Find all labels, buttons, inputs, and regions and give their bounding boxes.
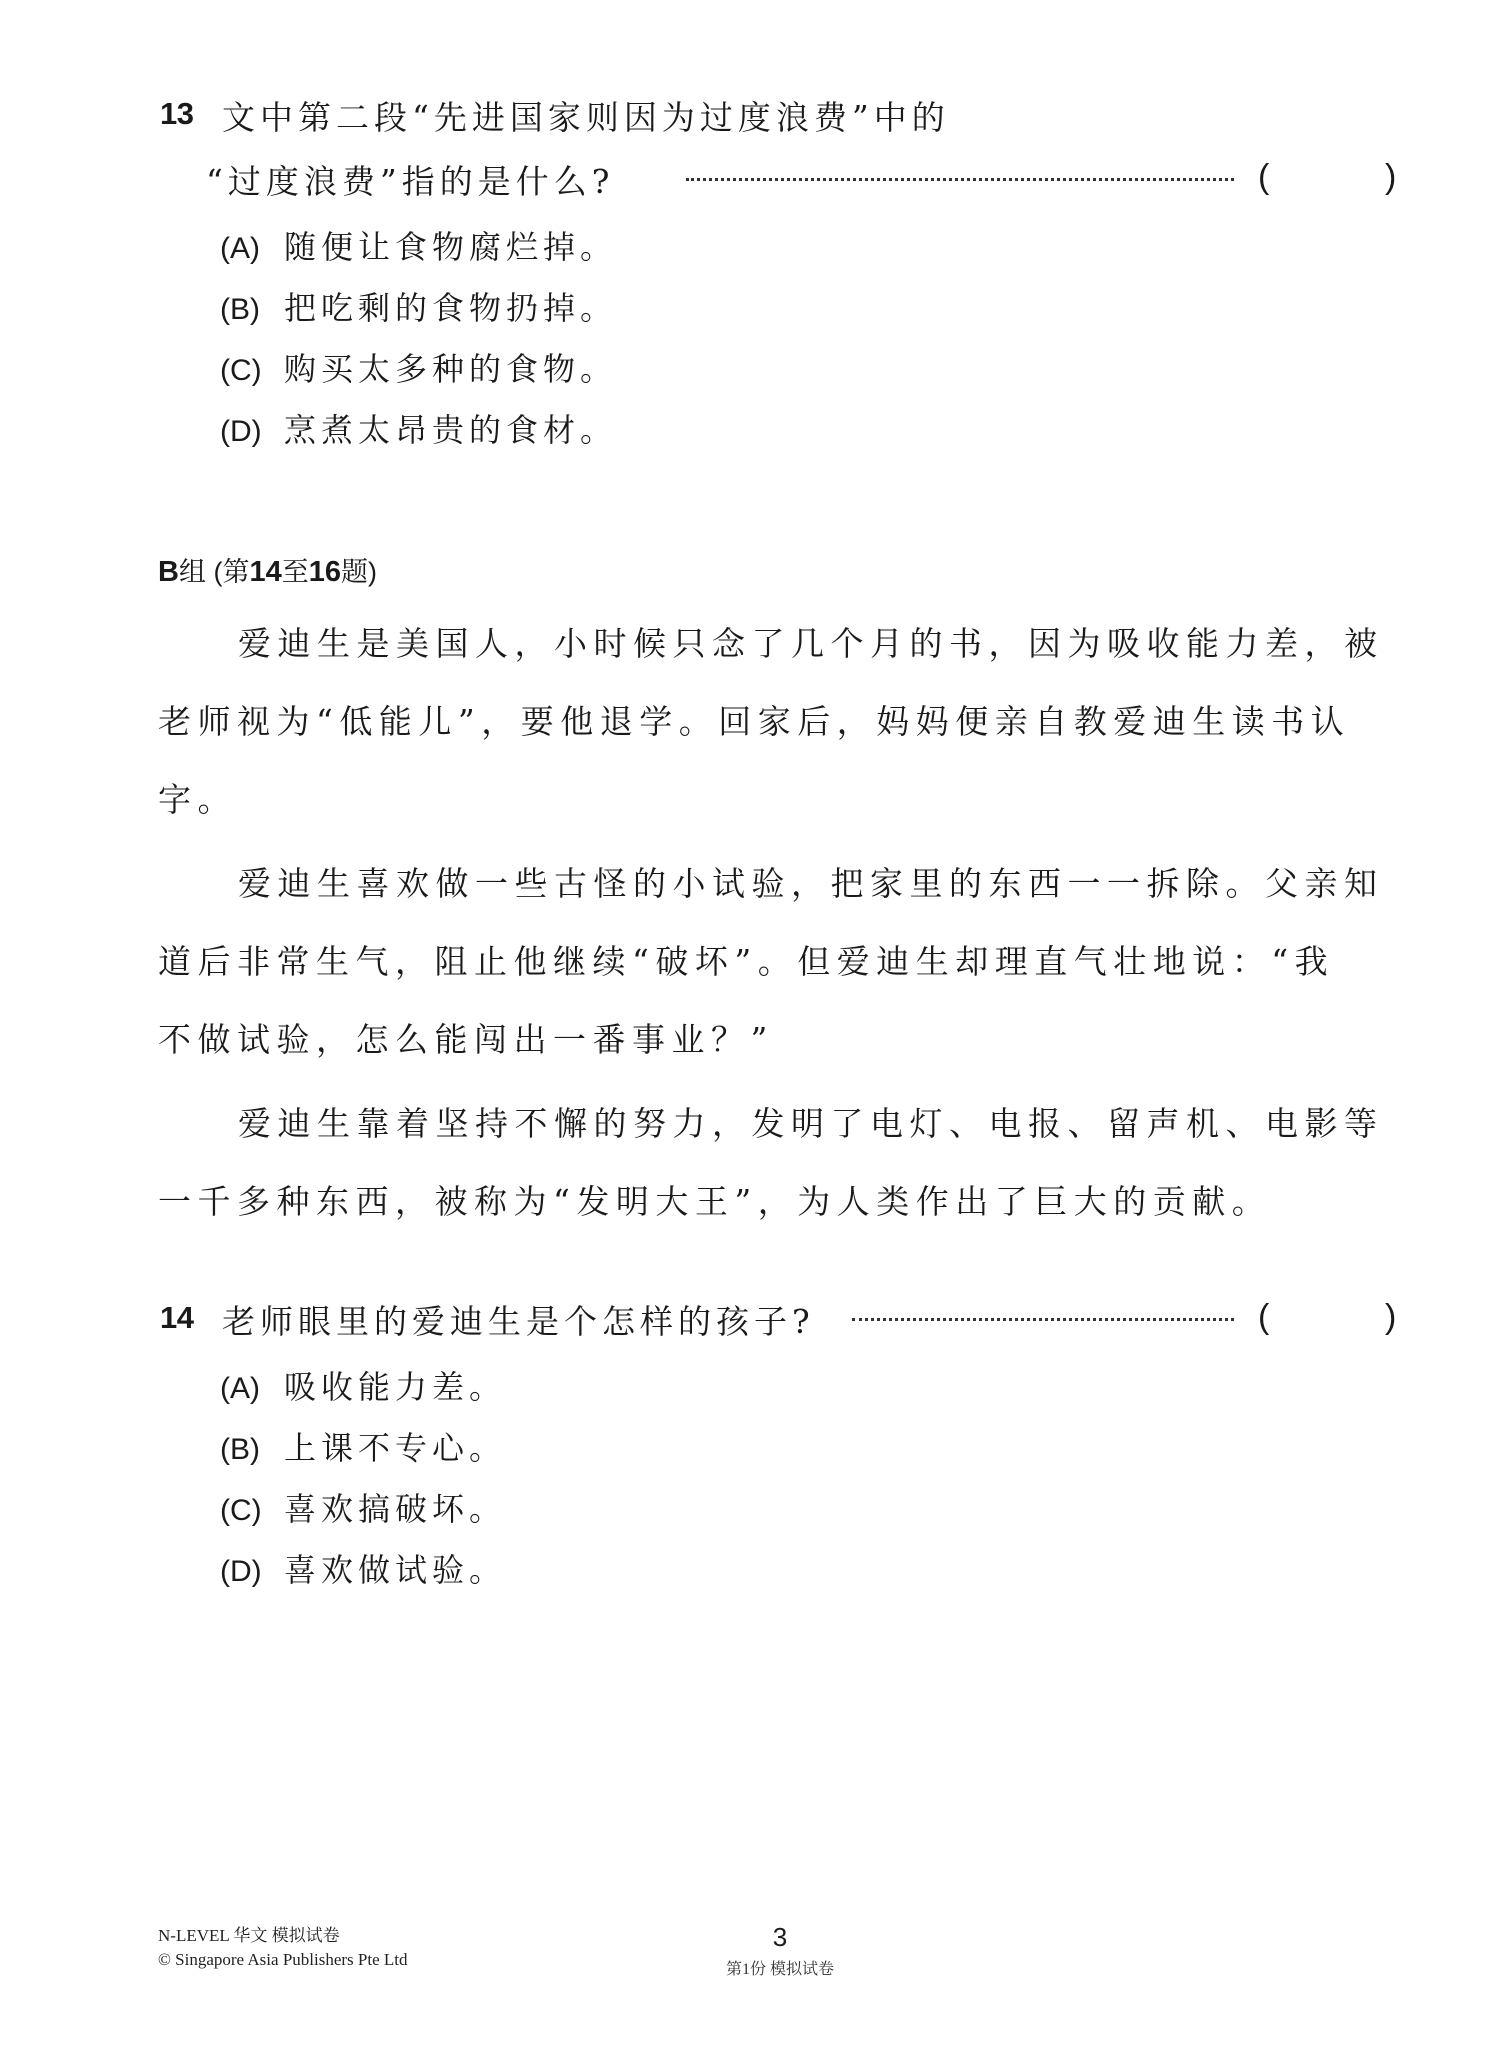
question-14-option-b bbox=[220, 1423, 506, 1469]
question-13-option-a bbox=[220, 222, 617, 268]
passage-line: 一千多种东西，被称为“发明大王”，为人类作出了巨大的贡献。 bbox=[158, 1182, 1272, 1221]
footer-copyright: © Singapore Asia Publishers Pte Ltd bbox=[158, 1950, 408, 1969]
passage-line: 爱迪生喜欢做一些古怪的小试验，把家里的东西一一拆除。父亲知 bbox=[238, 864, 1384, 903]
question-14-option-c bbox=[220, 1484, 506, 1530]
option-letter: (B) bbox=[220, 1433, 260, 1466]
option-letter: (B) bbox=[220, 293, 260, 326]
question-14-answer-close-paren: ) bbox=[1385, 1298, 1397, 1336]
option-text: 喜欢搞破坏。 bbox=[284, 1490, 507, 1528]
question-13-answer-close-paren: ) bbox=[1385, 158, 1397, 196]
question-13-number: 13 bbox=[160, 96, 194, 131]
option-text: 随便让食物腐烂掉。 bbox=[284, 228, 618, 266]
question-13-dotted-leader bbox=[686, 178, 1234, 181]
option-letter: (D) bbox=[220, 1555, 262, 1588]
passage-line: 爱迪生靠着坚持不懈的努力，发明了电灯、电报、留声机、电影等 bbox=[238, 1104, 1384, 1143]
page-number: 3 bbox=[772, 1922, 788, 1952]
option-letter: (C) bbox=[220, 354, 262, 387]
question-13-option-c bbox=[220, 344, 617, 390]
section-range-to-word: 至 bbox=[281, 557, 309, 587]
footer-book-title: N-LEVEL 华文 模拟试卷 bbox=[158, 1926, 340, 1945]
section-range-from: 14 bbox=[249, 556, 282, 588]
question-14-dotted-leader bbox=[852, 1318, 1234, 1321]
option-letter: (A) bbox=[220, 1372, 260, 1405]
question-13-text-line2: “过度浪费”指的是什么? bbox=[206, 162, 615, 201]
passage-line: 不做试验，怎么能闯出一番事业？” bbox=[158, 1020, 774, 1059]
option-text: 上课不专心。 bbox=[284, 1429, 507, 1467]
option-text: 购买太多种的食物。 bbox=[284, 350, 618, 388]
section-range-close: 题) bbox=[341, 557, 377, 587]
section-letter: B bbox=[158, 556, 179, 588]
section-range-to: 16 bbox=[308, 556, 341, 588]
option-text: 烹煮太昂贵的食材。 bbox=[284, 411, 618, 449]
option-text: 把吃剩的食物扔掉。 bbox=[284, 289, 618, 327]
question-14-text: 老师眼里的爱迪生是个怎样的孩子? bbox=[222, 1302, 815, 1341]
passage-line: 道后非常生气，阻止他继续“破坏”。但爱迪生却理直气壮地说：“我 bbox=[158, 942, 1335, 981]
question-13-answer-open-paren: ( bbox=[1258, 158, 1270, 196]
option-letter: (A) bbox=[220, 232, 260, 265]
question-13-option-b bbox=[220, 283, 617, 329]
question-13-text-line1: 文中第二段“先进国家则因为过度浪费”中的 bbox=[222, 98, 950, 137]
section-b-heading bbox=[158, 550, 377, 589]
option-letter: (D) bbox=[220, 415, 262, 448]
section-range-open: (第 bbox=[213, 557, 250, 587]
option-letter: (C) bbox=[220, 1494, 262, 1527]
question-13-answer-blank[interactable] bbox=[1278, 160, 1378, 200]
passage-line: 老师视为“低能儿”，要他退学。回家后，妈妈便亲自教爱迪生读书认 bbox=[158, 702, 1351, 741]
question-14-option-a bbox=[220, 1362, 506, 1408]
question-14-answer-blank[interactable] bbox=[1278, 1300, 1378, 1340]
section-zu: 组 bbox=[178, 557, 206, 587]
passage-line: 字。 bbox=[158, 780, 237, 819]
option-text: 吸收能力差。 bbox=[284, 1368, 507, 1406]
question-14-answer-open-paren: ( bbox=[1258, 1298, 1270, 1336]
question-13-option-d bbox=[220, 405, 617, 451]
footer-paper-label: 第1份 模拟试卷 bbox=[725, 1961, 834, 1978]
option-text: 喜欢做试验。 bbox=[284, 1551, 507, 1589]
question-14-option-d bbox=[220, 1545, 506, 1591]
passage-line: 爱迪生是美国人，小时候只念了几个月的书，因为吸收能力差，被 bbox=[238, 624, 1384, 663]
footer-book-info bbox=[158, 1924, 408, 1972]
question-14-number: 14 bbox=[160, 1300, 194, 1335]
